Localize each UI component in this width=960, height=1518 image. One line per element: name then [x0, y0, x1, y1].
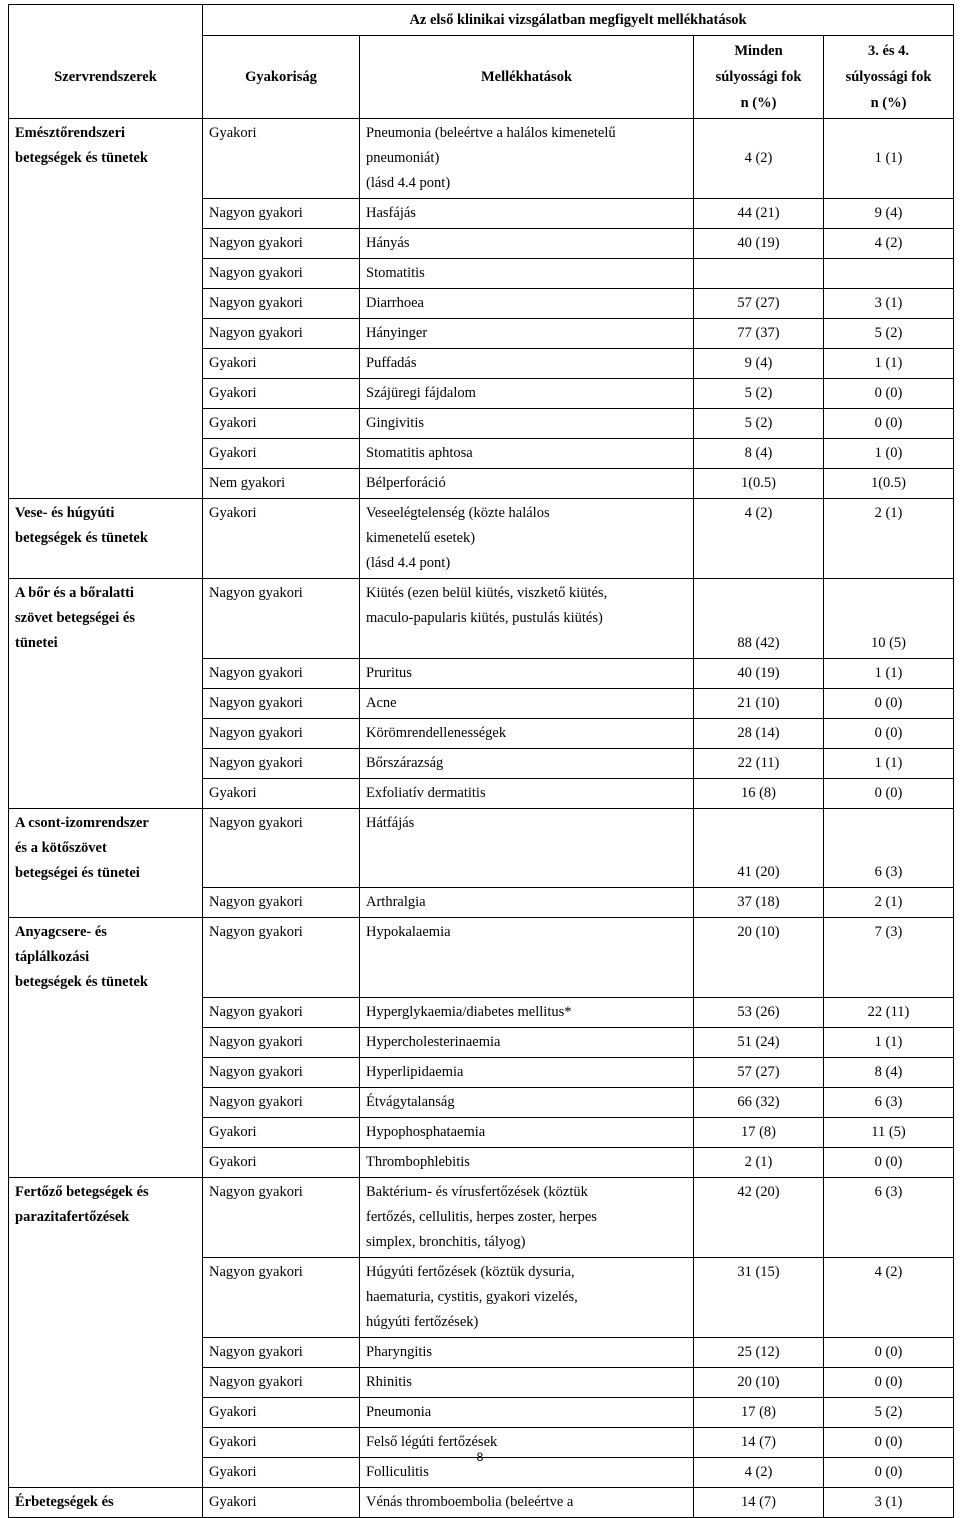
adverse-effect-cell — [360, 579, 694, 659]
table-row — [9, 1027, 954, 1057]
adverse-effect-text: Pruritus — [366, 664, 412, 681]
adverse-effect-text: Hányás — [366, 235, 410, 251]
grade-3-4-count-cell: 0 (0) — [824, 1457, 954, 1487]
frequency-cell: Nagyon gyakori — [203, 1027, 360, 1057]
adverse-effect-text: Pneumonia — [366, 1403, 432, 1420]
organ-system-cell — [9, 718, 203, 748]
header-frequency: Gyakoriság — [203, 36, 360, 119]
table-row — [9, 1337, 954, 1367]
frequency-cell: Gyakori — [203, 778, 360, 808]
adverse-effect-text: Körömrendellenességek — [366, 724, 507, 741]
table-row — [9, 888, 954, 918]
adverse-effect-cell — [360, 997, 694, 1027]
frequency-cell: Nagyon gyakori — [203, 289, 360, 319]
table-row — [9, 1257, 954, 1337]
adverse-effect-text: haematuria, cystitis, gyakori vizelés, — [366, 1288, 578, 1305]
adverse-effect-cell — [360, 1087, 694, 1117]
adverse-effect-text: Szájüregi fájdalom — [366, 385, 476, 401]
grade-3-4-count-cell: 4 (2) — [824, 1257, 954, 1337]
all-grades-count-cell: 14 (7) — [694, 1487, 824, 1517]
frequency-cell: Nagyon gyakori — [203, 199, 360, 229]
organ-system-label: parazitafertőzések — [15, 1208, 130, 1225]
adverse-effect-cell — [360, 918, 694, 998]
organ-system-cell — [9, 1397, 203, 1427]
frequency-cell: Gyakori — [203, 1427, 360, 1457]
adverse-effect-cell — [360, 349, 694, 379]
all-grades-count-cell: 4 (2) — [694, 499, 824, 579]
adverse-effect-text: Baktérium- és vírusfertőzések (köztük — [366, 1183, 588, 1200]
organ-system-label: táplálkozási — [15, 949, 90, 965]
frequency-cell: Gyakori — [203, 349, 360, 379]
table-body — [9, 119, 954, 1518]
table-row — [9, 119, 954, 199]
header-effect: Mellékhatások — [360, 36, 694, 119]
adverse-effect-text: Hyperglykaemia/diabetes mellitus* — [366, 1003, 572, 1020]
frequency-cell: Nagyon gyakori — [203, 1177, 360, 1257]
header-all-grades-line-1: Minden — [734, 43, 783, 59]
adverse-effect-text: (lásd 4.4 pont) — [366, 175, 451, 191]
all-grades-count-cell: 22 (11) — [694, 748, 824, 778]
grade-3-4-count-cell: 1 (1) — [824, 1027, 954, 1057]
grade-3-4-count-cell: 0 (0) — [824, 1337, 954, 1367]
frequency-cell: Nagyon gyakori — [203, 319, 360, 349]
grade-3-4-count-cell: 8 (4) — [824, 1057, 954, 1087]
table-row — [9, 469, 954, 499]
page-number: 8 — [476, 1450, 484, 1464]
all-grades-count-cell: 44 (21) — [694, 199, 824, 229]
all-grades-count-cell — [694, 259, 824, 289]
all-grades-count-cell: 17 (8) — [694, 1117, 824, 1147]
organ-system-cell — [9, 1057, 203, 1087]
table-row — [9, 289, 954, 319]
organ-system-label: Vese- és húgyúti — [15, 505, 115, 521]
organ-system-cell — [9, 658, 203, 688]
grade-3-4-count-cell: 11 (5) — [824, 1117, 954, 1147]
adverse-effect-cell — [360, 1397, 694, 1427]
grade-3-4-count-cell: 7 (3) — [824, 918, 954, 998]
adverse-effect-cell — [360, 1177, 694, 1257]
frequency-cell: Nagyon gyakori — [203, 748, 360, 778]
all-grades-count-cell: 5 (2) — [694, 409, 824, 439]
adverse-effect-text: fertőzés, cellulitis, herpes zoster, herpes — [366, 1208, 597, 1225]
all-grades-count-cell: 28 (14) — [694, 718, 824, 748]
adverse-effect-text: Hátfájás — [366, 814, 415, 831]
frequency-cell: Nagyon gyakori — [203, 808, 360, 888]
all-grades-count-cell: 41 (20) — [694, 808, 824, 888]
adverse-effect-text: kimenetelű esetek) — [366, 530, 476, 546]
grade-3-4-count-cell: 0 (0) — [824, 688, 954, 718]
table-row — [9, 199, 954, 229]
adverse-effect-text: Acne — [366, 694, 397, 711]
grade-3-4-count-cell: 0 (0) — [824, 409, 954, 439]
adverse-effect-cell — [360, 688, 694, 718]
adverse-effect-cell — [360, 1057, 694, 1087]
organ-system-label: és a kötőszövet — [15, 839, 107, 856]
header-grade-3-4-line-3: n (%) — [870, 95, 907, 111]
grade-3-4-count-cell: 4 (2) — [824, 229, 954, 259]
header-all-grades — [694, 36, 824, 119]
table-row — [9, 579, 954, 659]
frequency-cell: Gyakori — [203, 1457, 360, 1487]
adverse-effect-cell — [360, 379, 694, 409]
frequency-cell: Nagyon gyakori — [203, 888, 360, 918]
organ-system-cell — [9, 1117, 203, 1147]
frequency-cell: Gyakori — [203, 1147, 360, 1177]
table-row — [9, 778, 954, 808]
organ-system-label: betegségek és tünetek — [15, 530, 148, 546]
organ-system-cell — [9, 199, 203, 229]
table-row — [9, 658, 954, 688]
grade-3-4-count-cell: 1(0.5) — [824, 469, 954, 499]
organ-system-label: Anyagcsere- és — [15, 924, 107, 940]
table-title: Az első klinikai vizsgálatban megfigyelt mellékhatások — [203, 5, 954, 36]
adverse-effect-cell — [360, 658, 694, 688]
adverse-effect-text: Hasfájás — [366, 205, 416, 221]
organ-system-cell — [9, 259, 203, 289]
adverse-effect-text: (lásd 4.4 pont) — [366, 555, 451, 571]
table-row — [9, 409, 954, 439]
table-row — [9, 748, 954, 778]
header-grade-3-4-line-2: súlyossági fok — [845, 69, 932, 85]
table-row — [9, 918, 954, 998]
frequency-cell: Nagyon gyakori — [203, 1057, 360, 1087]
table-row — [9, 259, 954, 289]
all-grades-count-cell: 20 (10) — [694, 1367, 824, 1397]
organ-system-label: szövet betegségei és — [15, 610, 135, 626]
frequency-cell: Nagyon gyakori — [203, 1337, 360, 1367]
table-row — [9, 718, 954, 748]
frequency-cell: Gyakori — [203, 1487, 360, 1517]
adverse-effect-text: Veseelégtelenség (közte halálos — [366, 505, 550, 521]
grade-3-4-count-cell: 1 (1) — [824, 349, 954, 379]
table-row — [9, 1487, 954, 1517]
frequency-cell: Nagyon gyakori — [203, 259, 360, 289]
adverse-effect-text: Kiütés (ezen belül kiütés, viszkető kiütés, — [366, 585, 608, 601]
all-grades-count-cell: 4 (2) — [694, 1457, 824, 1487]
adverse-effect-text: Stomatitis — [366, 265, 425, 281]
all-grades-count-cell: 8 (4) — [694, 439, 824, 469]
grade-3-4-count-cell: 0 (0) — [824, 1147, 954, 1177]
adverse-effect-cell — [360, 1257, 694, 1337]
all-grades-count-cell: 17 (8) — [694, 1397, 824, 1427]
frequency-cell: Nagyon gyakori — [203, 658, 360, 688]
adverse-effect-cell — [360, 229, 694, 259]
organ-system-cell — [9, 289, 203, 319]
adverse-effect-cell — [360, 1147, 694, 1177]
table-row — [9, 319, 954, 349]
grade-3-4-count-cell: 0 (0) — [824, 718, 954, 748]
organ-system-cell — [9, 1487, 203, 1517]
all-grades-count-cell: 2 (1) — [694, 1147, 824, 1177]
all-grades-count-cell: 14 (7) — [694, 1427, 824, 1457]
adverse-effect-text: Hányinger — [366, 325, 428, 341]
adverse-effect-text: Folliculitis — [366, 1463, 429, 1480]
adverse-effect-text: húgyúti fertőzések) — [366, 1313, 479, 1330]
adverse-effect-text: Felső légúti fertőzések — [366, 1433, 498, 1450]
grade-3-4-count-cell: 1 (0) — [824, 439, 954, 469]
all-grades-count-cell: 21 (10) — [694, 688, 824, 718]
grade-3-4-count-cell: 1 (1) — [824, 119, 954, 199]
organ-system-label: betegségek és tünetek — [15, 150, 148, 166]
frequency-cell: Gyakori — [203, 409, 360, 439]
table-row — [9, 499, 954, 579]
organ-system-cell — [9, 1337, 203, 1367]
adverse-effect-cell — [360, 469, 694, 499]
adverse-effect-text: Vénás thromboembolia (beleértve a — [366, 1493, 574, 1510]
header-organ: Szervrendszerek — [9, 36, 203, 119]
table-row — [9, 349, 954, 379]
organ-system-cell — [9, 439, 203, 469]
all-grades-count-cell: 42 (20) — [694, 1177, 824, 1257]
adverse-effect-cell — [360, 119, 694, 199]
adverse-effect-cell — [360, 1367, 694, 1397]
organ-system-cell — [9, 1027, 203, 1057]
organ-system-label: tünetei — [15, 635, 58, 651]
adverse-effect-text: Thrombophlebitis — [366, 1153, 470, 1170]
all-grades-count-cell: 51 (24) — [694, 1027, 824, 1057]
table-row — [9, 688, 954, 718]
grade-3-4-count-cell: 0 (0) — [824, 1367, 954, 1397]
organ-system-cell — [9, 379, 203, 409]
frequency-cell: Gyakori — [203, 1117, 360, 1147]
organ-system-cell — [9, 888, 203, 918]
organ-system-cell — [9, 409, 203, 439]
adverse-effect-text: pneumoniát) — [366, 150, 440, 166]
all-grades-count-cell: 16 (8) — [694, 778, 824, 808]
grade-3-4-count-cell: 6 (3) — [824, 1177, 954, 1257]
grade-3-4-count-cell: 9 (4) — [824, 199, 954, 229]
organ-system-cell — [9, 778, 203, 808]
adverse-effect-text: simplex, bronchitis, tályog) — [366, 1233, 526, 1250]
frequency-cell: Gyakori — [203, 499, 360, 579]
table-row — [9, 1087, 954, 1117]
frequency-cell: Nagyon gyakori — [203, 1367, 360, 1397]
all-grades-count-cell: 57 (27) — [694, 289, 824, 319]
organ-system-cell — [9, 688, 203, 718]
frequency-cell: Gyakori — [203, 379, 360, 409]
organ-system-cell — [9, 1087, 203, 1117]
all-grades-count-cell: 5 (2) — [694, 379, 824, 409]
adverse-effect-cell — [360, 319, 694, 349]
adverse-effect-text: Hyperlipidaemia — [366, 1063, 464, 1080]
adverse-effect-text: Pneumonia (beleértve a halálos kimenetelű — [366, 125, 616, 141]
adverse-effect-cell — [360, 808, 694, 888]
organ-system-cell — [9, 1257, 203, 1337]
frequency-cell: Nagyon gyakori — [203, 579, 360, 659]
adverse-effect-cell — [360, 1487, 694, 1517]
organ-system-cell — [9, 808, 203, 888]
frequency-cell: Nagyon gyakori — [203, 718, 360, 748]
organ-system-cell — [9, 997, 203, 1027]
adverse-effect-cell — [360, 778, 694, 808]
organ-system-label: A csont-izomrendszer — [15, 814, 149, 831]
table-row — [9, 1397, 954, 1427]
adverse-effect-text: Étvágytalanság — [366, 1093, 455, 1110]
grade-3-4-count-cell: 2 (1) — [824, 888, 954, 918]
all-grades-count-cell: 4 (2) — [694, 119, 824, 199]
organ-system-label: betegségei és tünetei — [15, 864, 140, 881]
all-grades-count-cell: 77 (37) — [694, 319, 824, 349]
all-grades-count-cell: 53 (26) — [694, 997, 824, 1027]
all-grades-count-cell: 66 (32) — [694, 1087, 824, 1117]
adverse-effect-text: Hypophosphataemia — [366, 1123, 486, 1140]
table-row — [9, 1177, 954, 1257]
frequency-cell: Nagyon gyakori — [203, 1087, 360, 1117]
table-row — [9, 1057, 954, 1087]
adverse-effect-text: Bélperforáció — [366, 475, 446, 491]
organ-system-label: betegségek és tünetek — [15, 974, 148, 990]
all-grades-count-cell: 1(0.5) — [694, 469, 824, 499]
adverse-effect-cell — [360, 199, 694, 229]
frequency-cell: Nagyon gyakori — [203, 997, 360, 1027]
adverse-effect-text: Húgyúti fertőzések (köztük dysuria, — [366, 1263, 575, 1280]
adverse-effect-text: Exfoliatív dermatitis — [366, 784, 486, 801]
all-grades-count-cell: 57 (27) — [694, 1057, 824, 1087]
header-all-grades-line-3: n (%) — [740, 95, 777, 111]
grade-3-4-count-cell: 22 (11) — [824, 997, 954, 1027]
header-grade-3-4 — [824, 36, 954, 119]
table-row — [9, 1367, 954, 1397]
grade-3-4-count-cell: 1 (1) — [824, 748, 954, 778]
organ-system-cell — [9, 748, 203, 778]
adverse-effect-text: Arthralgia — [366, 894, 426, 910]
organ-system-cell — [9, 579, 203, 659]
grade-3-4-count-cell: 1 (1) — [824, 658, 954, 688]
table-row — [9, 997, 954, 1027]
all-grades-count-cell: 20 (10) — [694, 918, 824, 998]
adverse-effect-cell — [360, 718, 694, 748]
adverse-effect-text: Pharyngitis — [366, 1343, 433, 1360]
all-grades-count-cell: 40 (19) — [694, 229, 824, 259]
organ-system-cell — [9, 349, 203, 379]
organ-system-cell — [9, 1177, 203, 1257]
adverse-effect-cell — [360, 1027, 694, 1057]
table-row — [9, 808, 954, 888]
adverse-reactions-table — [8, 4, 954, 1518]
table-row — [9, 1117, 954, 1147]
adverse-effect-cell — [360, 439, 694, 469]
organ-system-label: A bőr és a bőralatti — [15, 585, 134, 601]
adverse-effect-text: Diarrhoea — [366, 295, 424, 311]
frequency-cell: Nagyon gyakori — [203, 1257, 360, 1337]
grade-3-4-count-cell: 3 (1) — [824, 1487, 954, 1517]
adverse-effect-text: Hypokalaemia — [366, 924, 451, 940]
grade-3-4-count-cell: 6 (3) — [824, 1087, 954, 1117]
organ-system-cell — [9, 1367, 203, 1397]
grade-3-4-count-cell: 5 (2) — [824, 1397, 954, 1427]
header-grade-3-4-line-1: 3. és 4. — [867, 43, 910, 59]
adverse-effect-cell — [360, 748, 694, 778]
table-row — [9, 229, 954, 259]
grade-3-4-count-cell: 0 (0) — [824, 778, 954, 808]
adverse-effect-cell — [360, 289, 694, 319]
organ-system-cell — [9, 119, 203, 199]
all-grades-count-cell: 37 (18) — [694, 888, 824, 918]
adverse-effect-cell — [360, 499, 694, 579]
grade-3-4-count-cell: 0 (0) — [824, 379, 954, 409]
table-row — [9, 439, 954, 469]
organ-system-label: Fertőző betegségek és — [15, 1183, 149, 1200]
adverse-effect-cell — [360, 409, 694, 439]
organ-system-cell — [9, 229, 203, 259]
grade-3-4-count-cell: 2 (1) — [824, 499, 954, 579]
adverse-effect-text: Bőrszárazság — [366, 754, 444, 771]
organ-system-cell — [9, 918, 203, 998]
table-row — [9, 379, 954, 409]
header-all-grades-line-2: súlyossági fok — [715, 69, 802, 85]
grade-3-4-count-cell: 3 (1) — [824, 289, 954, 319]
all-grades-count-cell: 40 (19) — [694, 658, 824, 688]
frequency-cell: Gyakori — [203, 439, 360, 469]
table-title-spacer — [9, 5, 203, 36]
frequency-cell: Gyakori — [203, 1397, 360, 1427]
all-grades-count-cell: 9 (4) — [694, 349, 824, 379]
adverse-effect-cell — [360, 259, 694, 289]
organ-system-label: Emésztőrendszeri — [15, 125, 126, 141]
adverse-effect-cell — [360, 1337, 694, 1367]
adverse-effect-text: maculo-papularis kiütés, pustulás kiütés) — [366, 610, 603, 626]
organ-system-cell — [9, 319, 203, 349]
all-grades-count-cell: 31 (15) — [694, 1257, 824, 1337]
frequency-cell: Nagyon gyakori — [203, 688, 360, 718]
frequency-cell: Nem gyakori — [203, 469, 360, 499]
adverse-effect-text: Gingivitis — [366, 415, 425, 431]
organ-system-cell — [9, 469, 203, 499]
adverse-effect-text: Stomatitis aphtosa — [366, 445, 473, 461]
all-grades-count-cell: 25 (12) — [694, 1337, 824, 1367]
grade-3-4-count-cell: 5 (2) — [824, 319, 954, 349]
all-grades-count-cell: 88 (42) — [694, 579, 824, 659]
grade-3-4-count-cell — [824, 259, 954, 289]
grade-3-4-count-cell: 6 (3) — [824, 808, 954, 888]
grade-3-4-count-cell: 10 (5) — [824, 579, 954, 659]
organ-system-label: Érbetegségek és — [15, 1493, 114, 1510]
grade-3-4-count-cell: 0 (0) — [824, 1427, 954, 1457]
frequency-cell: Nagyon gyakori — [203, 918, 360, 998]
adverse-effect-cell — [360, 1117, 694, 1147]
organ-system-cell — [9, 499, 203, 579]
organ-system-cell — [9, 1147, 203, 1177]
adverse-effect-cell — [360, 888, 694, 918]
frequency-cell: Gyakori — [203, 119, 360, 199]
adverse-effect-text: Puffadás — [366, 355, 417, 371]
table-row — [9, 1147, 954, 1177]
adverse-effect-text: Hypercholesterinaemia — [366, 1033, 501, 1050]
adverse-effect-text: Rhinitis — [366, 1373, 412, 1390]
frequency-cell: Nagyon gyakori — [203, 229, 360, 259]
